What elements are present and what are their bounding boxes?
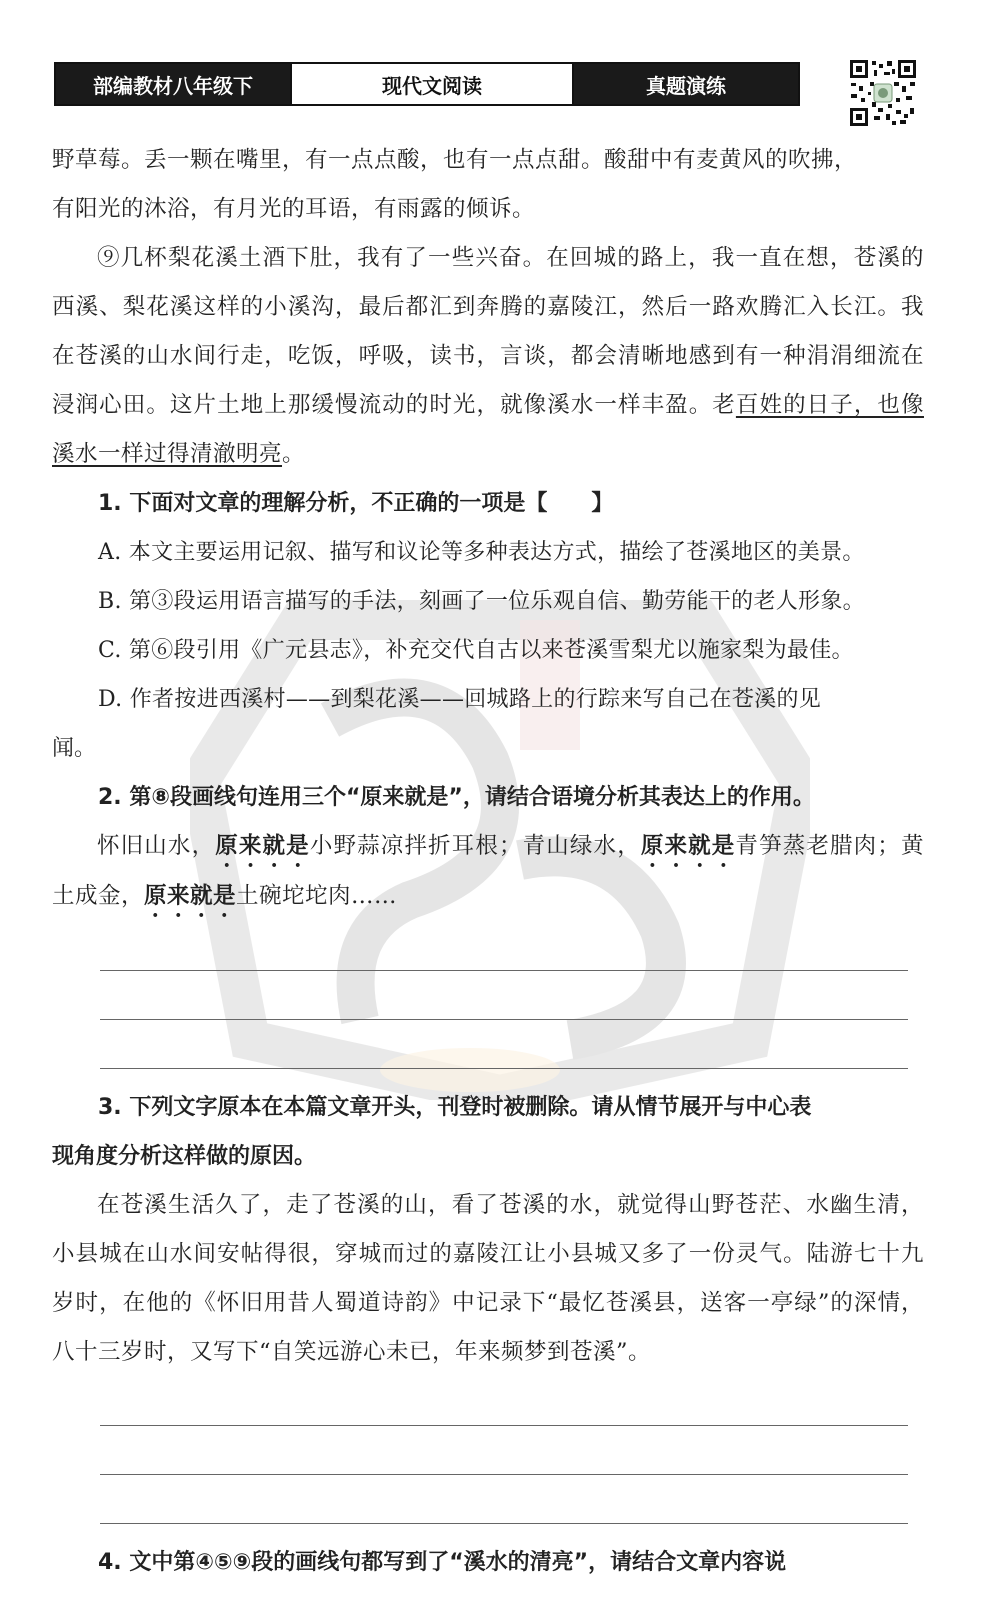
q1-stem: 1. 下面对文章的理解分析，不正确的一项是【 】: [98, 491, 614, 516]
q4-stem: 4. 文中第④⑤⑨段的画线句都写到了“溪水的清亮”，请结合文章内容说: [98, 1550, 787, 1575]
q3-stem-line1: 3. 下列文字原本在本篇文章开头，刊登时被删除。请从情节展开与中心表: [98, 1095, 812, 1120]
q1-option-c: C. 第⑥段引用《广元县志》，补充交代自古以来苍溪雪梨尤以施家梨为最佳。: [98, 638, 854, 663]
passage-p9: [52, 234, 924, 479]
qr-code-icon: [848, 58, 918, 128]
answer-line[interactable]: [52, 1426, 924, 1475]
q1-option-a: A. 本文主要运用记叙、描写和议论等多种表达方式，描绘了苍溪地区的美景。: [98, 540, 865, 565]
q1-option-d-cont: 闻。: [52, 736, 97, 761]
passage-p8-line2: 有阳光的沐浴，有月光的耳语，有雨露的倾诉。: [52, 196, 536, 222]
answer-line[interactable]: [52, 1377, 924, 1426]
answer-line[interactable]: [52, 922, 924, 971]
header-grade: 部编教材八年级下: [56, 64, 290, 104]
q2-quote-a2: 小野蒜凉拌折耳根；青山绿水，: [309, 833, 641, 859]
q2-quote-a3: 青笋蒸老腊肉；: [735, 833, 901, 859]
q3-stem-line2: 现角度分析这样做的原因。: [52, 1144, 317, 1169]
passage-p9-text: ⑨几杯梨花溪土酒下肚，我有了一些兴奋。在回城的路上，我一直在想，苍溪的西溪、梨花溪这样的小溪沟，最后都汇到奔腾的嘉陵江，然后一路欢腾汇入长江。我在苍溪的山水间行走，吃饭，呼吸，读书，言谈，都会清晰地感到有一种涓涓细流在浸润心田。这片土地上那缓慢流动的时光，就像溪水一样丰盈。老: [52, 245, 924, 418]
answer-line[interactable]: [52, 971, 924, 1020]
worksheet-content: [52, 136, 924, 1587]
header-bar: [54, 62, 800, 106]
q2-quote-a4: 黄土成金，: [52, 833, 924, 909]
q1-option-d: D. 作者按进西溪村——到梨花溪——回城路上的行踪来写自己在苍溪的见: [98, 687, 822, 712]
passage-p9-underlined: 百姓的日子，也像溪水一样过得清澈明亮: [52, 392, 924, 467]
q2-quote-em3: 原来就是: [144, 883, 237, 909]
header-section: 现代文阅读: [290, 64, 574, 104]
header-practice: 真题演练: [574, 64, 798, 104]
passage-p8-line1: 野草莓。丢一颗在嘴里，有一点点酸，也有一点点甜。酸甜中有麦黄风的吹拂，: [52, 147, 858, 173]
q2-stem: 2. 第⑧段画线句连用三个“原来就是”，请结合语境分析其表达上的作用。: [98, 785, 815, 810]
q2-quote-em2: 原来就是: [640, 833, 736, 859]
q2-quote-a5: 土碗坨坨肉……: [236, 883, 398, 909]
q3-excerpt: 在苍溪生活久了，走了苍溪的山，看了苍溪的水，就觉得山野苍茫、水幽生清，小县城在山水间安帖得很，穿城而过的嘉陵江让小县城又多了一份灵气。陆游七十九岁时，在他的《怀旧用昔人蜀道诗韵》中记录下“最忆苍溪县，送客一亭绿”的深情，八十三岁时，又写下“自笑远游心未已，年来频梦到苍溪”。: [52, 1192, 924, 1365]
q2-quote-em1: 原来就是: [215, 833, 310, 859]
q2-quote: [52, 822, 924, 922]
answer-line[interactable]: [52, 1475, 924, 1524]
q2-quote-a1: 怀旧山水，: [97, 833, 216, 859]
passage-p9-end: 。: [282, 441, 306, 467]
q1-option-b: B. 第③段运用语言描写的手法，刻画了一位乐观自信、勤劳能干的老人形象。: [98, 589, 865, 614]
answer-line[interactable]: [52, 1020, 924, 1069]
